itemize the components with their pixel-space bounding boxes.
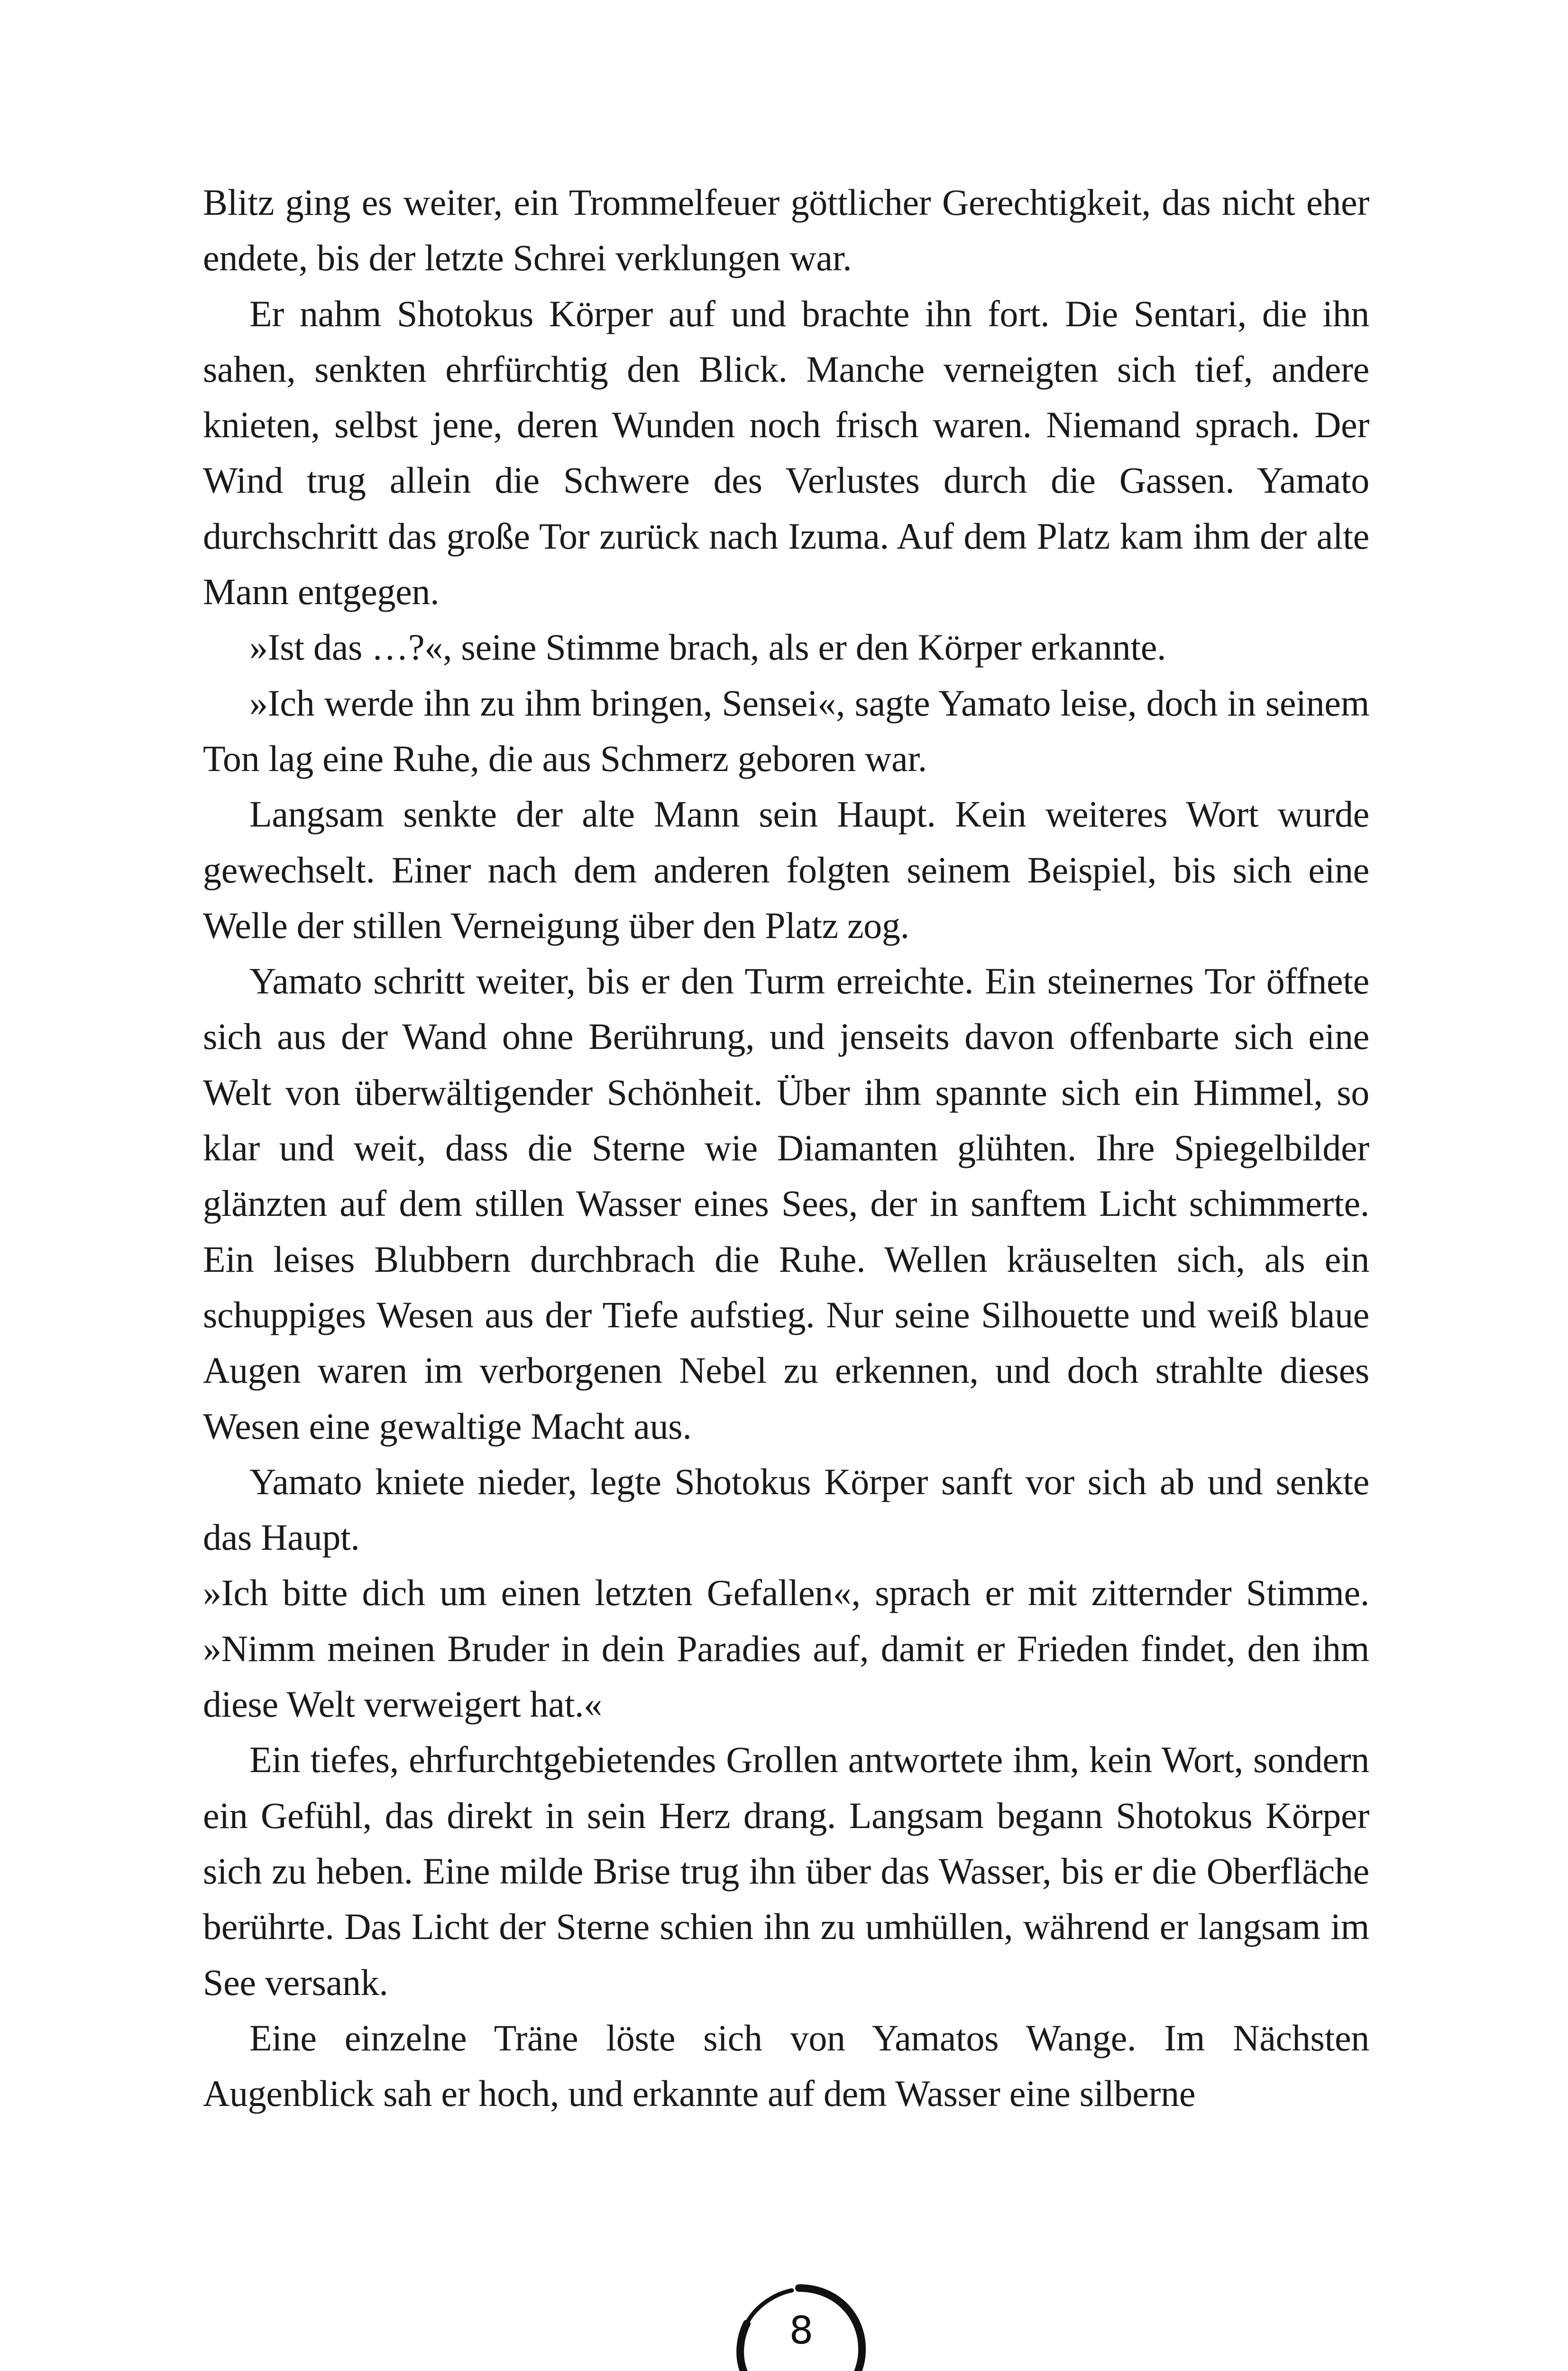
paragraph-9: Ein tiefes, ehrfurchtgebietendes Grollen antwortete ihm, kein Wort, sondern ein Gefühl, das direkt in sein Herz drang. Langsam begann Shotokus Körper sich zu heben. Eine milde Brise trug ihn über das Wasser, bis er die Oberfläche berührte. Das Licht der Sterne schien ihn zu umhüllen, während er langsam im See versank. [203,1739,1369,2003]
paragraph-4: »Ich werde ihn zu ihm bringen, Sensei«, sagte Yamato leise, doch in seinem Ton lag eine Ruhe, die aus Schmerz geboren war. [203,682,1369,779]
paragraph-1: Blitz ging es weiter, ein Trommelfeuer göttlicher Gerechtigkeit, das nicht eher endete, bis der letzte Schrei verklungen war. [203,182,1369,279]
paragraph-2: Er nahm Shotokus Körper auf und brachte ihn fort. Die Sentari, die ihn sahen, senkten ehrfürchtig den Blick. Manche verneigten sich tief, andere knieten, selbst jene, deren Wunden noch frisch waren. Niemand sprach. Der Wind trug allein die Schwere des Verlustes durch die Gassen. Yamato durchschritt das große Tor zurück nach Izuma. Auf dem Platz kam ihm der alte Mann entgegen. [203,293,1369,613]
paragraph-7: Yamato kniete nieder, legte Shotokus Körper sanft vor sich ab und senkte das Haupt. [203,1461,1369,1558]
paragraph-10: Eine einzelne Träne löste sich von Yamatos Wange. Im Nächsten Augenblick sah er hoch, und erkannte auf dem Wasser eine silberne [203,2017,1369,2114]
paragraph-6: Yamato schritt weiter, bis er den Turm erreichte. Ein steinernes Tor öffnete sich aus der Wand ohne Berührung, und jenseits davon offenbarte sich eine Welt von überwältigender Schönheit. Über ihm spannte sich ein Himmel, so klar und weit, dass die Sterne wie Diamanten glühten. Ihre Spiegelbilder glänzten auf dem stillen Wasser eines Sees, der in sanftem Licht schimmerte. Ein leises Blubbern durchbrach die Ruhe. Wellen kräuselten sich, als ein schuppiges Wesen aus der Tiefe aufstieg. Nur seine Silhouette und weiß blaue Augen waren im verborgenen Nebel zu erkennen, und doch strahlte dieses Wesen eine gewaltige Macht aus. [203,960,1369,1447]
paragraph-3: »Ist das …?«, seine Stimme brach, als er den Körper erkannte. [249,626,1166,668]
page-number: 8 [789,2308,814,2353]
body-text [203,175,1369,2121]
paragraph-8: »Ich bitte dich um einen letzten Gefallen«, sprach er mit zitternder Stimme. »Nimm meinen Bruder in dein Paradies auf, damit er Frieden findet, den ihm diese Welt verweigert hat.« [203,1572,1369,1725]
paragraph-5: Langsam senkte der alte Mann sein Haupt. Kein weiteres Wort wurde gewechselt. Einer nach dem anderen folgten seinem Beispiel, bis sich eine Welle der stillen Verneigung über den Platz zog. [203,793,1369,946]
